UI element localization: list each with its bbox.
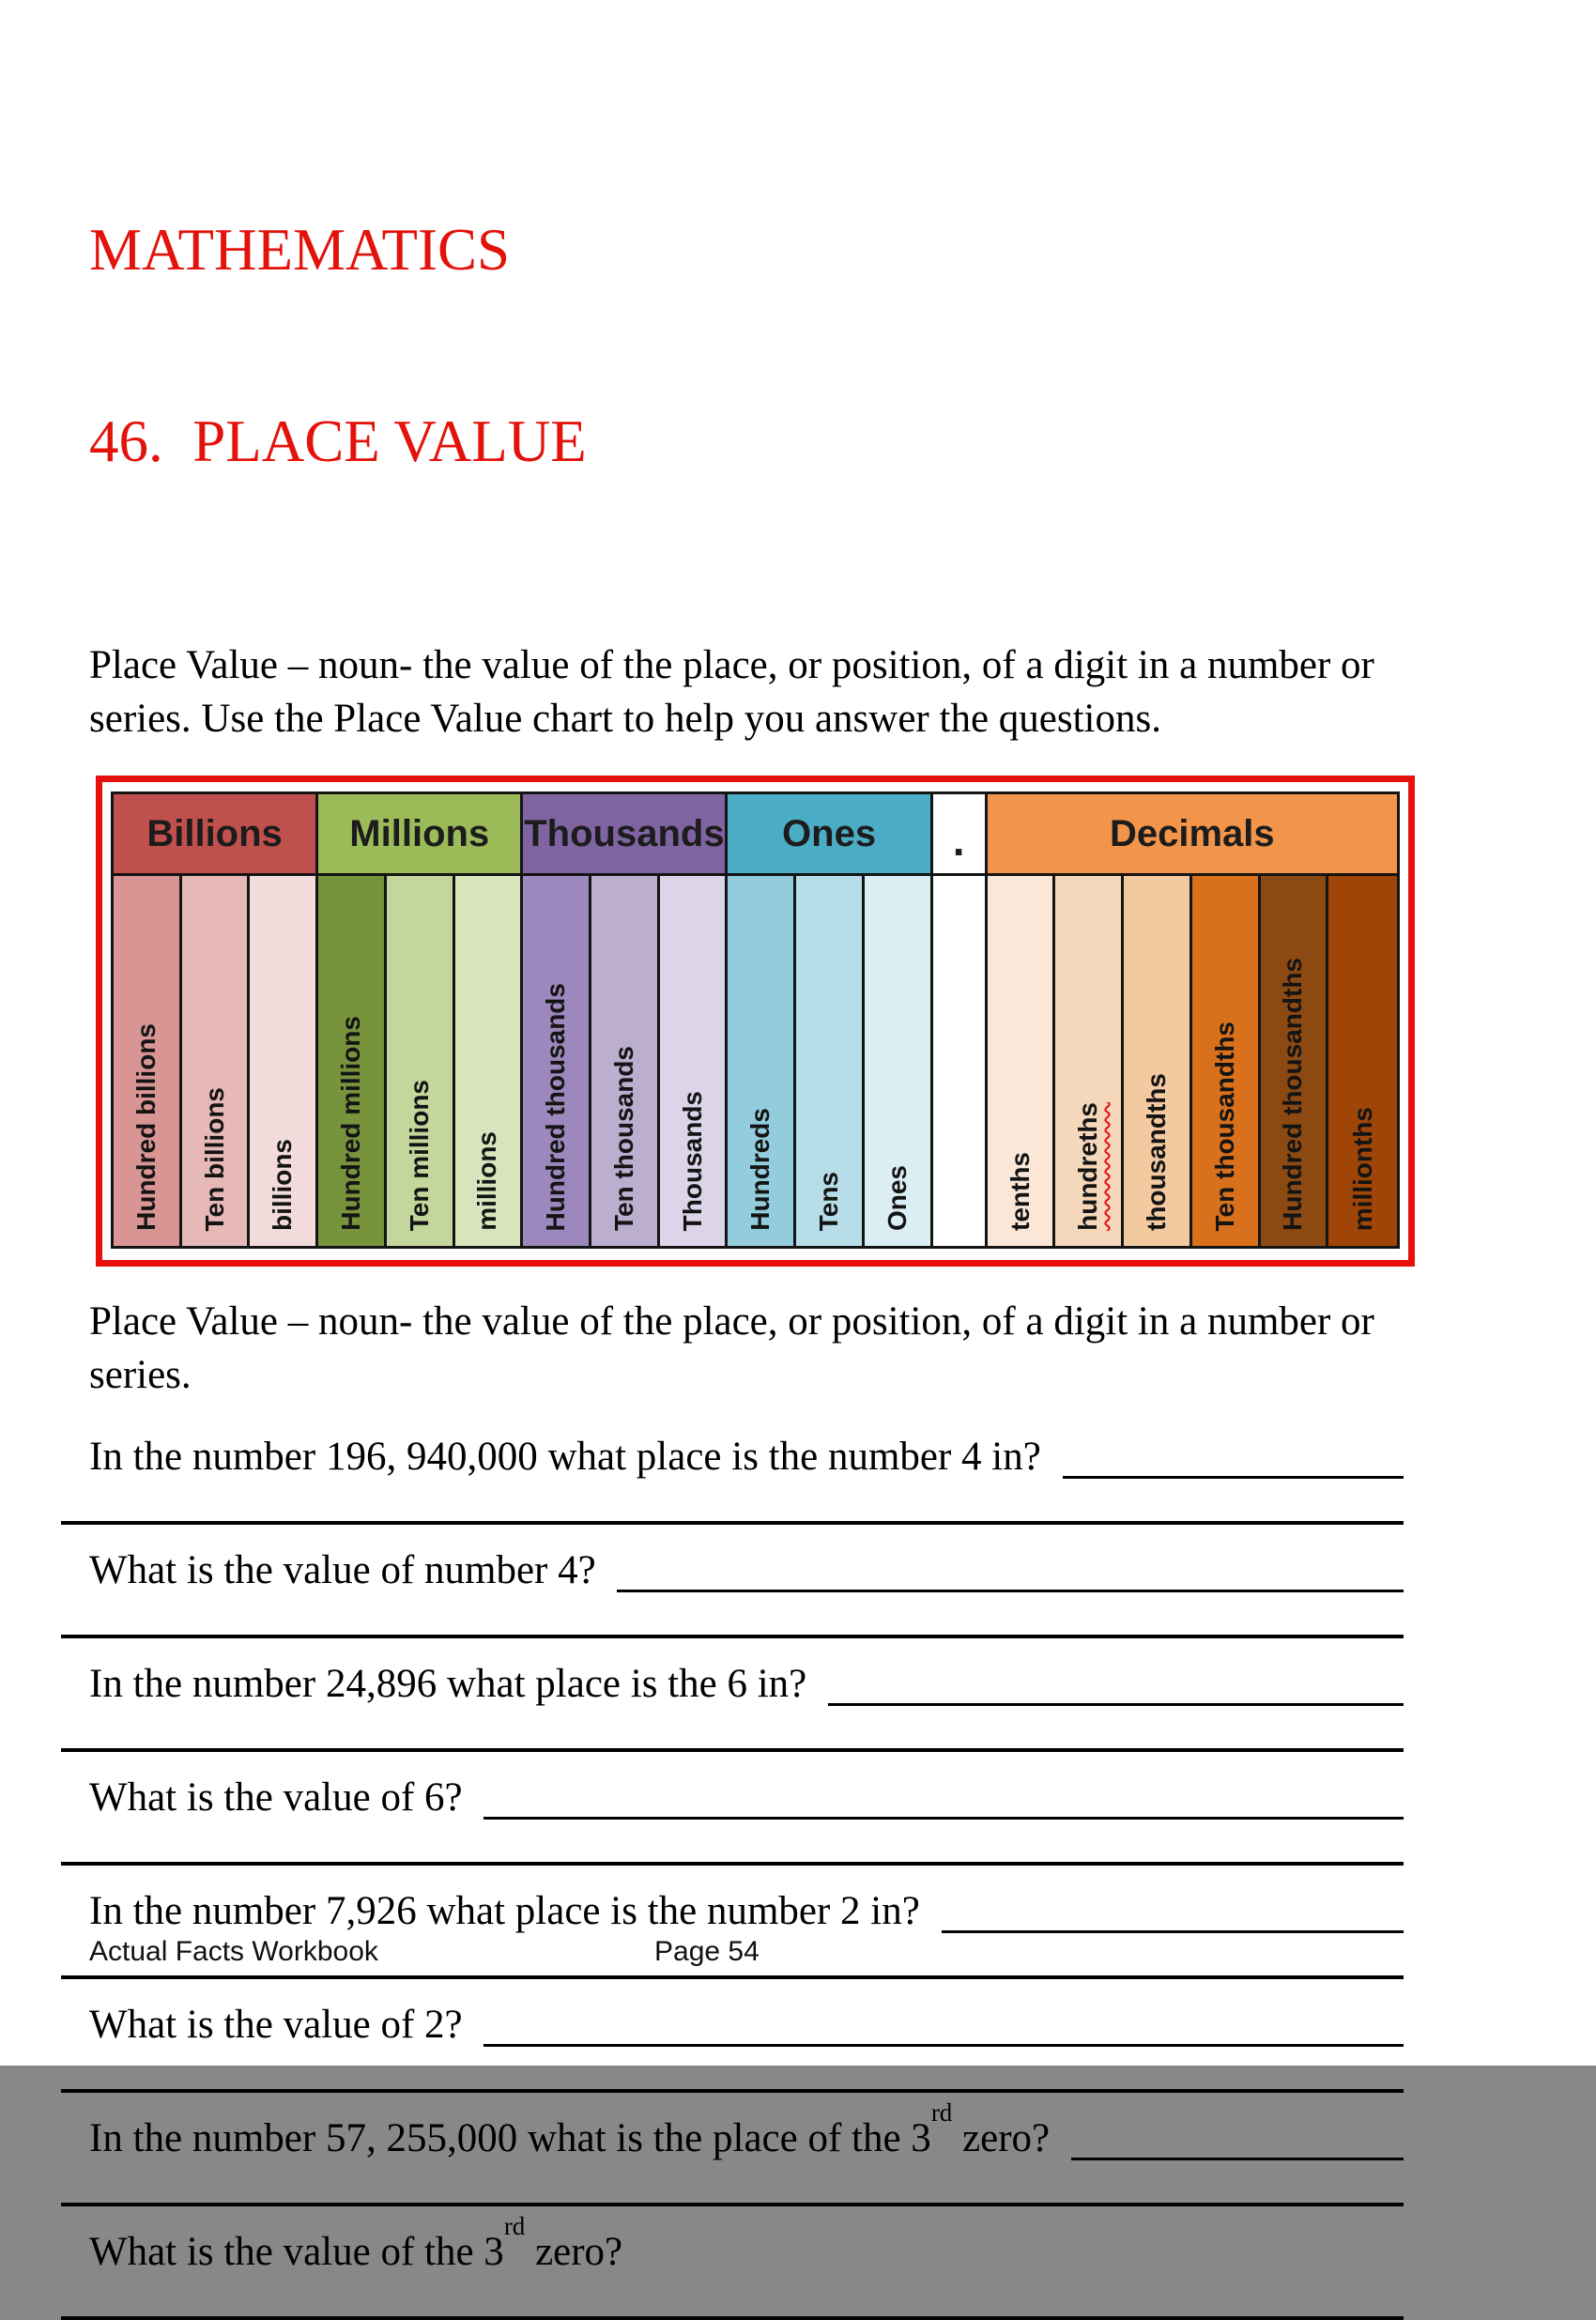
rule-line bbox=[61, 2089, 1404, 2093]
chart-column-label: Hundred millions bbox=[336, 1016, 366, 1231]
chart-column-ten-thousands bbox=[591, 876, 660, 1246]
chart-column-label: Thousands bbox=[677, 1090, 707, 1231]
chart-column-ten-millions bbox=[387, 876, 455, 1246]
title-line-1: MATHEMATICS bbox=[89, 217, 511, 283]
answer-line bbox=[617, 1590, 1404, 1592]
group-header-decimals bbox=[988, 794, 1397, 876]
chart-column-label: millionths bbox=[1347, 1106, 1377, 1231]
answer-line bbox=[1063, 1476, 1404, 1479]
group-header-label: . bbox=[952, 816, 965, 865]
rule-line bbox=[61, 2316, 1404, 2320]
chart-column-label: hundreths bbox=[1073, 1102, 1103, 1231]
group-header-label: Thousands bbox=[524, 812, 725, 854]
chart-column-hundreths bbox=[1055, 876, 1124, 1246]
answer-line bbox=[1071, 2158, 1404, 2160]
chart-column-hundred-billions bbox=[114, 876, 182, 1246]
chart-column-label: millions bbox=[472, 1131, 502, 1231]
group-header-billions bbox=[114, 794, 318, 876]
group-header-label: Ones bbox=[782, 812, 877, 854]
group-header-thousands bbox=[523, 794, 728, 876]
question-block bbox=[89, 2211, 1404, 2320]
questions-section bbox=[89, 1430, 1404, 2320]
question-text: What is the value of 2? bbox=[89, 2003, 473, 2047]
answer-line bbox=[828, 1703, 1404, 1706]
rule-line bbox=[61, 1521, 1404, 1525]
title-line-2: 46. PLACE VALUE bbox=[89, 408, 587, 474]
question-block bbox=[89, 1998, 1404, 2093]
group-header-ones bbox=[728, 794, 932, 876]
chart-column-hundred-millions bbox=[318, 876, 387, 1246]
answer-line bbox=[483, 2044, 1404, 2047]
page-footer bbox=[89, 1936, 1404, 1974]
chart-column-label: Ten thousands bbox=[608, 1045, 638, 1231]
chart-column-ten-thousandths bbox=[1192, 876, 1261, 1246]
chart-column-ones bbox=[865, 876, 933, 1246]
answer-line bbox=[483, 1817, 1404, 1820]
chart-column-label: Hundreds bbox=[745, 1108, 775, 1231]
question-block bbox=[89, 1771, 1404, 1866]
chart-column-label: tenths bbox=[1005, 1152, 1035, 1231]
chart-column-millionths bbox=[1328, 876, 1397, 1246]
question-block bbox=[89, 2097, 1404, 2206]
rule-line bbox=[61, 1862, 1404, 1866]
decimal-point-column bbox=[933, 876, 988, 1246]
chart-column-hundred-thousands bbox=[523, 876, 591, 1246]
rule-line bbox=[61, 1748, 1404, 1752]
footer-book-title: Actual Facts Workbook bbox=[89, 1936, 378, 1967]
group-header-label: Billions bbox=[146, 812, 283, 854]
chart-column-label: thousandths bbox=[1141, 1073, 1171, 1231]
chart-column-tens bbox=[796, 876, 865, 1246]
question-block bbox=[89, 1430, 1404, 1525]
question-text: What is the value of the 3rd zero? bbox=[89, 2211, 623, 2274]
chart-column-millions bbox=[455, 876, 524, 1246]
intro-paragraph: Place Value – noun- the value of the place, or position, of a digit in a number or series. Use the Place Value chart to help you answer the questions. bbox=[89, 643, 1374, 741]
chart-column-hundred-thousandths bbox=[1261, 876, 1329, 1246]
chart-column-label: billions bbox=[268, 1139, 298, 1231]
question-text: What is the value of number 4? bbox=[89, 1548, 606, 1592]
question-text: In the number 24,896 what place is the 6 in? bbox=[89, 1662, 817, 1706]
chart-column-label: Hundred thousandths bbox=[1278, 958, 1308, 1231]
place-value-table bbox=[111, 791, 1400, 1249]
chart-column-label: Ten billions bbox=[199, 1086, 229, 1231]
chart-column-billions bbox=[250, 876, 318, 1246]
chart-column-thousandths bbox=[1124, 876, 1192, 1246]
rule-line bbox=[61, 1635, 1404, 1638]
question-text: In the number 7,926 what place is the number 2 in? bbox=[89, 1889, 930, 1933]
decimal-point-header-cell bbox=[933, 794, 988, 876]
page-title bbox=[89, 0, 1404, 601]
chart-column-tenths bbox=[988, 876, 1056, 1246]
chart-column-label: Hundred billions bbox=[130, 1023, 161, 1231]
group-header-label: Millions bbox=[349, 812, 490, 854]
question-block bbox=[89, 1657, 1404, 1752]
group-header-label: Decimals bbox=[1109, 812, 1275, 854]
question-text: What is the value of 6? bbox=[89, 1775, 473, 1820]
chart-column-label: Ten millions bbox=[404, 1079, 434, 1231]
question-block bbox=[89, 1544, 1404, 1638]
question-text: In the number 57, 255,000 what is the place of the 3rd zero? bbox=[89, 2097, 1060, 2160]
chart-column-thousands bbox=[660, 876, 729, 1246]
chart-column-label: Tens bbox=[814, 1171, 844, 1231]
answer-line bbox=[942, 1930, 1404, 1933]
chart-column-ten-billions bbox=[182, 876, 251, 1246]
chart-column-hundreds bbox=[728, 876, 796, 1246]
question-text: In the number 196, 940,000 what place is the number 4 in? bbox=[89, 1435, 1051, 1479]
footer-page-number: Page 54 bbox=[654, 1936, 760, 1967]
definition-paragraph: Place Value – noun- the value of the place, or position, of a digit in a number or series. bbox=[89, 1299, 1374, 1397]
ordinal-superscript: rd bbox=[930, 2097, 953, 2127]
chart-column-label: Ten thousandths bbox=[1209, 1021, 1239, 1231]
chart-column-label: Hundred thousands bbox=[541, 982, 571, 1231]
group-header-millions bbox=[318, 794, 523, 876]
ordinal-superscript: rd bbox=[503, 2211, 526, 2240]
chart-column-label: Ones bbox=[882, 1164, 912, 1231]
rule-line bbox=[61, 2203, 1404, 2206]
place-value-chart bbox=[96, 776, 1415, 1267]
rule-line bbox=[61, 1975, 1404, 1979]
